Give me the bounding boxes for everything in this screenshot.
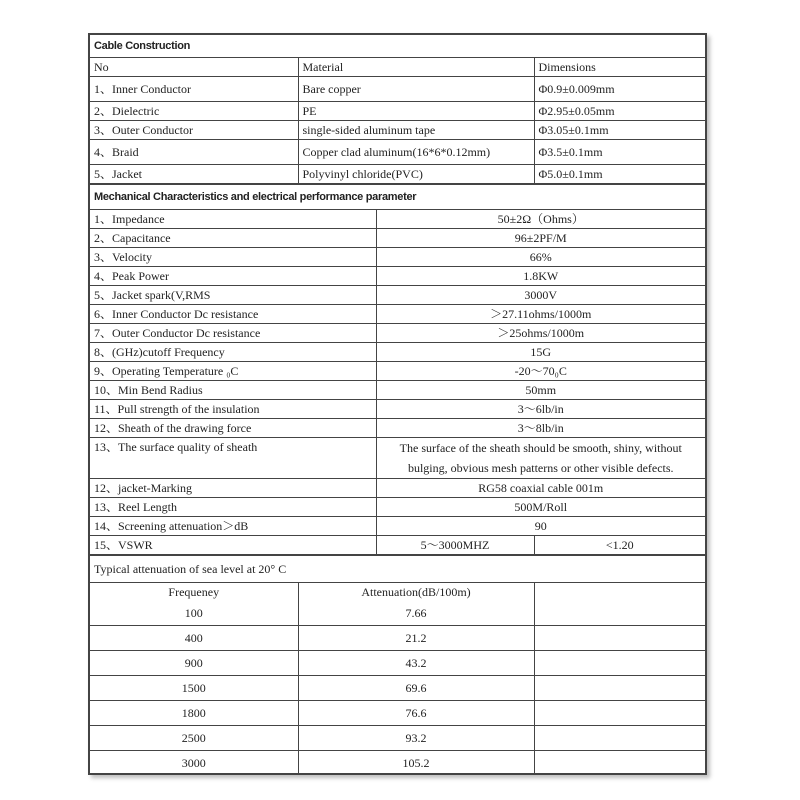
row-no: 2、Dielectric: [90, 102, 298, 121]
table-row: [90, 400, 705, 419]
blank-cell: [534, 751, 705, 776]
param-value: -20～70₀C: [376, 362, 705, 381]
param-value: 3000V: [376, 286, 705, 305]
table-row: [90, 517, 705, 536]
table-row: [90, 140, 705, 165]
frequency-cell: 1500: [90, 676, 298, 701]
header-frequency: Frequeney: [90, 583, 298, 602]
table-row: [90, 701, 705, 726]
param-label: 8、(GHz)cutoff Frequency: [90, 343, 376, 362]
blank-cell: [534, 676, 705, 701]
table-row: [90, 102, 705, 121]
row-no: 1、Inner Conductor: [90, 77, 298, 102]
table-row: [90, 419, 705, 438]
param-label: 11、Pull strength of the insulation: [90, 400, 376, 419]
frequency-cell: 400: [90, 626, 298, 651]
frequency-cell: 900: [90, 651, 298, 676]
attenuation-cell: 43.2: [298, 651, 534, 676]
table-row: [90, 267, 705, 286]
table-row: [90, 121, 705, 140]
vswr-value: <1.20: [534, 536, 705, 555]
row-dimension: Φ2.95±0.05mm: [534, 102, 705, 121]
section-title-construction: Cable Construction: [90, 35, 705, 58]
param-value: 1.8KW: [376, 267, 705, 286]
table-row: [90, 601, 705, 626]
attenuation-cell: 76.6: [298, 701, 534, 726]
blank-cell: [534, 651, 705, 676]
attenuation-cell: 7.66: [298, 601, 534, 626]
row-material: single-sided aluminum tape: [298, 121, 534, 140]
table-row: [90, 751, 705, 776]
table-header-row: [90, 583, 705, 602]
param-value: 96±2PF/M: [376, 229, 705, 248]
frequency-cell: 3000: [90, 751, 298, 776]
param-value: 3～6lb/in: [376, 400, 705, 419]
param-label: 12、jacket-Marking: [90, 479, 376, 498]
param-value: 90: [376, 517, 705, 536]
row-no: 5、Jacket: [90, 165, 298, 184]
table-row: [90, 286, 705, 305]
table-row: [90, 165, 705, 184]
blank-cell: [534, 726, 705, 751]
table-row-vswr: [90, 536, 705, 555]
param-value: 15G: [376, 343, 705, 362]
param-label: 1、Impedance: [90, 210, 376, 229]
header-blank: [534, 583, 705, 602]
param-label: 5、Jacket spark(V,RMS: [90, 286, 376, 305]
param-label: 2、Capacitance: [90, 229, 376, 248]
table-row: [90, 438, 705, 479]
header-material: Material: [298, 58, 534, 77]
attenuation-cell: 105.2: [298, 751, 534, 776]
row-no: 4、Braid: [90, 140, 298, 165]
blank-cell: [534, 601, 705, 626]
table-row: [90, 726, 705, 751]
param-value: 50±2Ω（Ohms）: [376, 210, 705, 229]
blank-cell: [534, 701, 705, 726]
row-dimension: Φ3.5±0.1mm: [534, 140, 705, 165]
header-no: No: [90, 58, 298, 77]
row-material: Copper clad aluminum(16*6*0.12mm): [298, 140, 534, 165]
param-value: ＞27.11ohms/1000m: [376, 305, 705, 324]
param-value: 50mm: [376, 381, 705, 400]
section-title-mechanical: Mechanical Characteristics and electrical performance parameter: [90, 185, 705, 210]
param-label: 7、Outer Conductor Dc resistance: [90, 324, 376, 343]
mechanical-electrical-table: [90, 184, 705, 555]
table-row: [90, 305, 705, 324]
blank-cell: [534, 626, 705, 651]
table-row: [90, 626, 705, 651]
spec-sheet: [88, 33, 707, 775]
header-dimensions: Dimensions: [534, 58, 705, 77]
table-row: [90, 651, 705, 676]
table-row: [90, 362, 705, 381]
param-label: 13、Reel Length: [90, 498, 376, 517]
row-dimension: Φ3.05±0.1mm: [534, 121, 705, 140]
param-label: 3、Velocity: [90, 248, 376, 267]
table-row: [90, 381, 705, 400]
param-value: RG58 coaxial cable 001m: [376, 479, 705, 498]
frequency-cell: 2500: [90, 726, 298, 751]
attenuation-cell: 69.6: [298, 676, 534, 701]
table-row: [90, 77, 705, 102]
attenuation-cell: 21.2: [298, 626, 534, 651]
row-material: Polyvinyl chloride(PVC): [298, 165, 534, 184]
section-title-attenuation: Typical attenuation of sea level at 20° C: [90, 556, 705, 583]
param-value: The surface of the sheath should be smooth, shiny, without bulging, obvious mesh patterns or other visible defects.: [376, 438, 705, 479]
cable-construction-table: [90, 35, 705, 184]
param-value: 66%: [376, 248, 705, 267]
row-dimension: Φ0.9±0.009mm: [534, 77, 705, 102]
table-row: [90, 324, 705, 343]
attenuation-table: [90, 555, 705, 775]
table-row: [90, 248, 705, 267]
param-label: 10、Min Bend Radius: [90, 381, 376, 400]
row-material: Bare copper: [298, 77, 534, 102]
param-value: 3～8lb/in: [376, 419, 705, 438]
vswr-range: 5～3000MHZ: [376, 536, 534, 555]
param-label: 6、Inner Conductor Dc resistance: [90, 305, 376, 324]
param-value: 500M/Roll: [376, 498, 705, 517]
param-label: 15、VSWR: [90, 536, 376, 555]
param-label: 9、Operating Temperature ₀C: [90, 362, 376, 381]
row-no: 3、Outer Conductor: [90, 121, 298, 140]
table-row: [90, 498, 705, 517]
row-material: PE: [298, 102, 534, 121]
param-label: 4、Peak Power: [90, 267, 376, 286]
table-row: [90, 676, 705, 701]
table-row: [90, 229, 705, 248]
row-dimension: Φ5.0±0.1mm: [534, 165, 705, 184]
header-attenuation: Attenuation(dB/100m): [298, 583, 534, 602]
attenuation-cell: 93.2: [298, 726, 534, 751]
param-label: 13、The surface quality of sheath: [90, 438, 376, 479]
table-row: [90, 343, 705, 362]
param-label: 12、Sheath of the drawing force: [90, 419, 376, 438]
frequency-cell: 1800: [90, 701, 298, 726]
frequency-cell: 100: [90, 601, 298, 626]
param-value: ＞25ohms/1000m: [376, 324, 705, 343]
table-row: [90, 479, 705, 498]
table-row: [90, 210, 705, 229]
param-label: 14、Screening attenuation＞dB: [90, 517, 376, 536]
table-header-row: [90, 58, 705, 77]
